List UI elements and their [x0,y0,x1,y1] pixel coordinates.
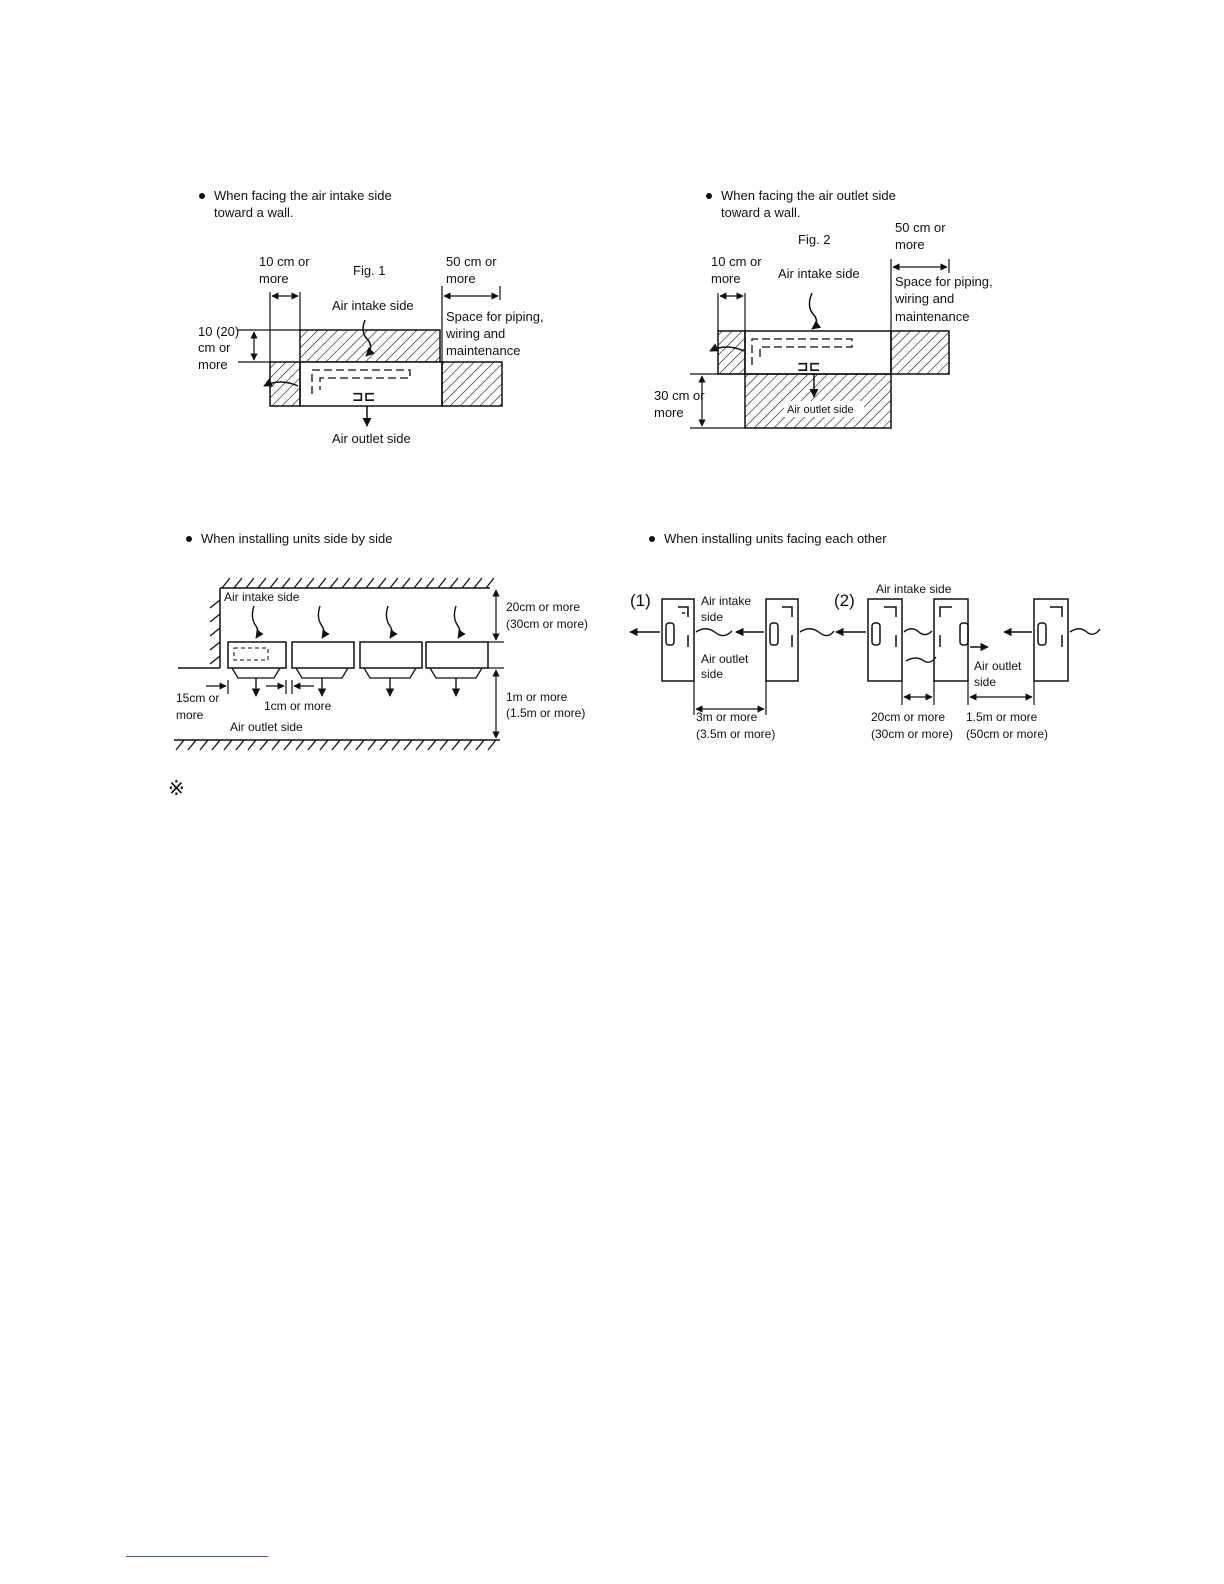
bullet-dot [186,536,192,542]
bottom-wall-hatch [176,740,496,750]
facing-intake-1: Air intake [701,594,752,608]
fig1-right-clear-1: 50 cm or [446,254,497,269]
facing-outlet-2: side [701,667,724,681]
fig1-space-2: wiring and [446,326,506,341]
fig2-right-clear-2: more [895,237,925,252]
side-top-clear-2: (30cm or more) [506,617,589,631]
fig1-right-block [442,362,502,406]
fig1-bullet [199,187,392,221]
fig2-fan-symbol: ⊐⊏ [797,358,821,374]
fig2-space-3: maintenance [895,309,970,324]
fig2-right-block [891,331,949,374]
fig1-rear-clear-3: more [198,357,228,372]
fig1-left-clear-1: 10 cm or [259,254,310,269]
bullet-dot [706,193,712,199]
case1-clear-1: 3m or more [696,710,758,724]
facing-bullet-text: When installing units facing each other [664,531,887,546]
side-by-side-bullet [186,530,393,547]
fig1-air-intake: Air intake side [332,298,414,313]
unit-3 [360,642,422,678]
case2-clear-a1: 20cm or more [871,710,946,724]
fig2-air-intake: Air intake side [778,266,860,281]
bullet-dot [649,536,655,542]
fig2-air-outlet: Air outlet side [787,404,854,416]
side-wall-clear-2: more [176,708,204,722]
case1-unit-b [766,599,798,681]
side-by-side-diagram [170,570,610,760]
fig2-front-clear-1: 30 cm or [654,388,705,403]
side-air-outlet: Air outlet side [230,720,303,734]
facing-diagram [620,575,1110,750]
fig1-rear-clear-1: 10 (20) [198,324,240,339]
case2-clear-b2: (50cm or more) [966,727,1049,741]
fig1-bullet-line1: When facing the air intake side [214,188,392,203]
fig1-right-clear-2: more [446,271,476,286]
left-wall-hatch [210,600,220,664]
facing-intake-2: side [701,610,724,624]
fig2-bullet-line2: toward a wall. [721,205,801,220]
fig2-left-wall [718,331,745,374]
case2-unit-b [934,599,968,681]
case1-clear-2: (3.5m or more) [696,727,776,741]
fig2-left-clear-2: more [711,271,741,286]
side-front-clear-2: (1.5m or more) [506,706,586,720]
fig1-bullet-line2: toward a wall. [214,205,294,220]
fig2-intake-arrow [809,293,816,329]
fig2-front-clear-2: more [654,405,684,420]
bullet-dot [199,193,205,199]
fig1-diagram [180,240,580,460]
case1-unit-a [662,599,694,681]
unit-2 [292,642,354,678]
case2-outlet-2: side [974,675,997,689]
top-wall-hatch [222,578,494,588]
fig1-air-outlet: Air outlet side [332,431,411,446]
fig2-title: Fig. 2 [798,232,831,247]
fig1-left-wall [270,362,300,406]
note-symbol: ※ [168,778,185,800]
unit-1 [228,642,286,678]
facing-bullet [649,530,887,547]
side-by-side-bullet-text: When installing units side by side [201,531,393,546]
side-gap-clear: 1cm or more [264,699,332,713]
side-wall-clear-1: 15cm or [176,691,220,705]
facing-outlet-1: Air outlet [701,652,749,666]
case2-unit-a [868,599,902,681]
fig1-space-3: maintenance [446,343,521,358]
fig2-right-clear-1: 50 cm or [895,220,946,235]
case1-label: (1) [630,591,651,610]
fig1-rear-clear-2: cm or [198,340,231,355]
fig2-bullet-line1: When facing the air outlet side [721,188,896,203]
footer-divider [126,1556,268,1557]
fig1-left-clear-2: more [259,271,289,286]
unit-4 [426,642,488,678]
case2-label: (2) [834,591,855,610]
fig1-fan-symbol: ⊐⊏ [352,388,376,404]
fig1-title: Fig. 1 [353,263,386,278]
side-front-clear-1: 1m or more [506,690,568,704]
side-air-intake: Air intake side [224,590,300,604]
fig2-diagram [640,215,1020,440]
fig2-space-1: Space for piping, [895,274,993,289]
case2-clear-a2: (30cm or more) [871,727,954,741]
fig2-left-clear-1: 10 cm or [711,254,762,269]
case2-outlet-1: Air outlet [974,659,1022,673]
case2-unit-c [1034,599,1068,681]
fig1-space-1: Space for piping, [446,309,544,324]
case2-clear-b1: 1.5m or more [966,710,1038,724]
case2-air-intake-top: Air intake side [876,582,952,596]
intake-arrows [252,606,460,638]
fig2-space-2: wiring and [895,291,955,306]
side-top-clear-1: 20cm or more [506,600,581,614]
